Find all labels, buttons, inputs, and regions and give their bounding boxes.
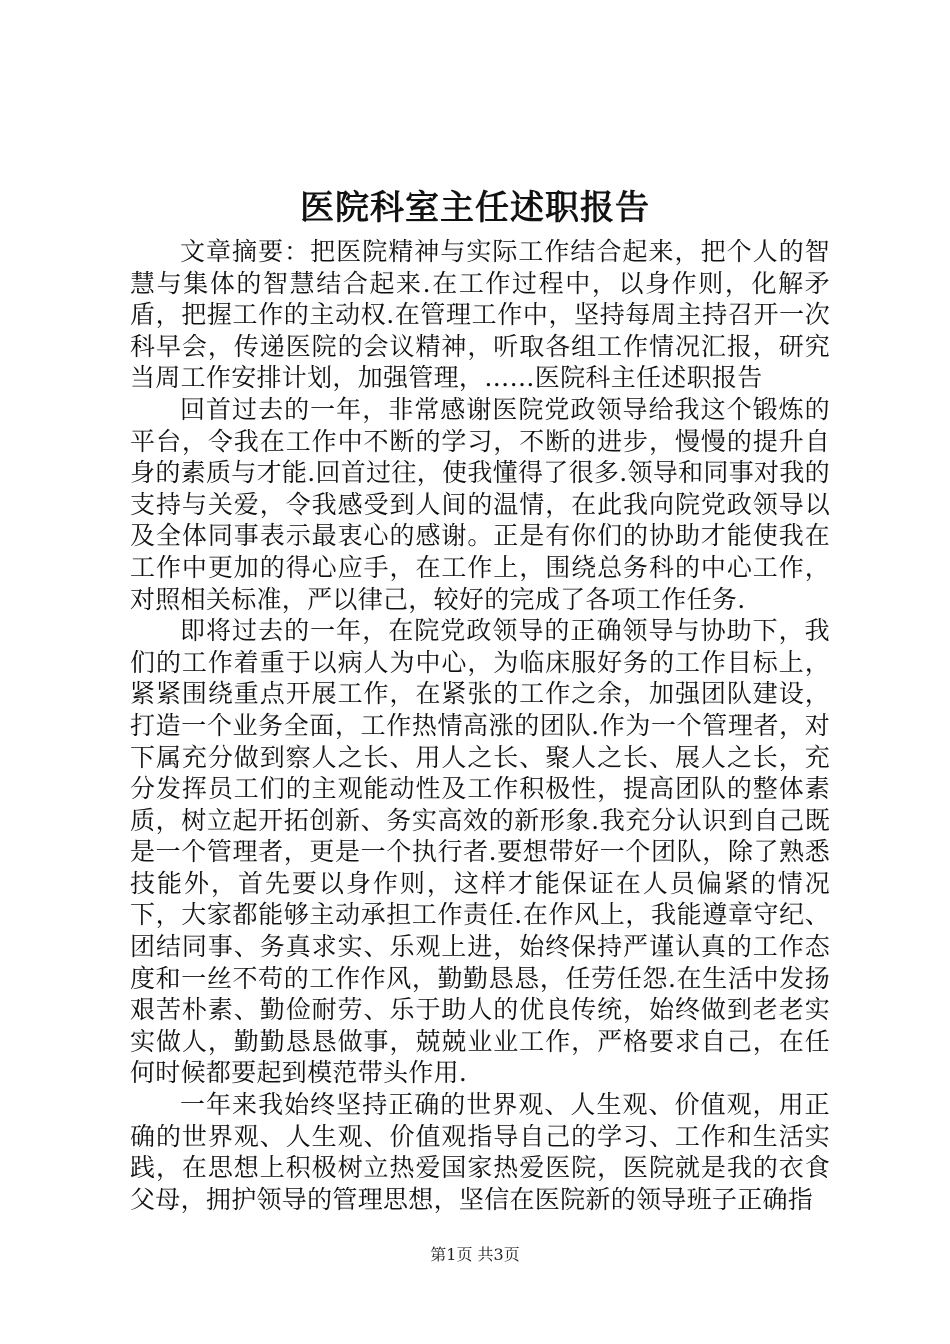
paragraph-review: 回首过去的一年，非常感谢医院党政领导给我这个锻炼的平台，令我在工作中不断的学习，不断的进步，慢慢的提升自身的素质与才能.回首过往，使我懂得了很多.领导和同事对我的支持与关爱，令我感受到人间的温情，在此我向院党政领导以及全体同事表示最衷心的感谢。正是有你们的协助才能使我在工作中更加的得心应手，在工作上，围绕总务科的中心工作，对照相关标准，严以律己，较好的完成了各项工作任务.	[130, 394, 830, 614]
page-footer: 第1页 共3页	[430, 1245, 520, 1264]
paragraph-worldview: 一年来我始终坚持正确的世界观、人生观、价值观，用正确的世界观、人生观、价值观指导自己的学习、工作和生活实践，在思想上积极树立热爱国家热爱医院，医院就是我的衣食父母，拥护领导的管理思想，坚信在医院新的领导班子正确指	[130, 1090, 830, 1214]
paragraph-teamwork: 即将过去的一年，在院党政领导的正确领导与协助下，我们的工作着重于以病人为中心，为临床服好务的工作目标上，紧紧围绕重点开展工作，在紧张的工作之余，加强团队建设，打造一个业务全面，工作热情高涨的团队.作为一个管理者，对下属充分做到察人之长、用人之长、聚人之长、展人之长，充分发挥员工们的主观能动性及工作积极性，提高团队的整体素质，树立起开拓创新、务实高效的新形象.我充分认识到自己既是一个管理者，更是一个执行者.要想带好一个团队，除了熟悉技能外，首先要以身作则，这样才能保证在人员偏紧的情况下，大家都能够主动承担工作责任.在作风上，我能遵章守纪、团结同事、务真求实、乐观上进，始终保持严谨认真的工作态度和一丝不苟的工作作风，勤勤恳恳，任劳任怨.在生活中发扬艰苦朴素、勤俭耐劳、乐于助人的优良传统，始终做到老老实实做人，勤勤恳恳做事，兢兢业业工作，严格要求自己，在任何时候都要起到模范带头作用.	[130, 616, 830, 1088]
paragraph-abstract: 文章摘要：把医院精神与实际工作结合起来，把个人的智慧与集体的智慧结合起来.在工作过程中，以身作则，化解矛盾，把握工作的主动权.在管理工作中，坚持每周主持召开一次科早会，传递医院的会议精神，听取各组工作情况汇报，研究当周工作安排计划，加强管理，……医院科主任述职报告	[130, 237, 830, 393]
document-body	[130, 236, 830, 1215]
document-title: 医院科室主任述职报告	[300, 188, 650, 228]
